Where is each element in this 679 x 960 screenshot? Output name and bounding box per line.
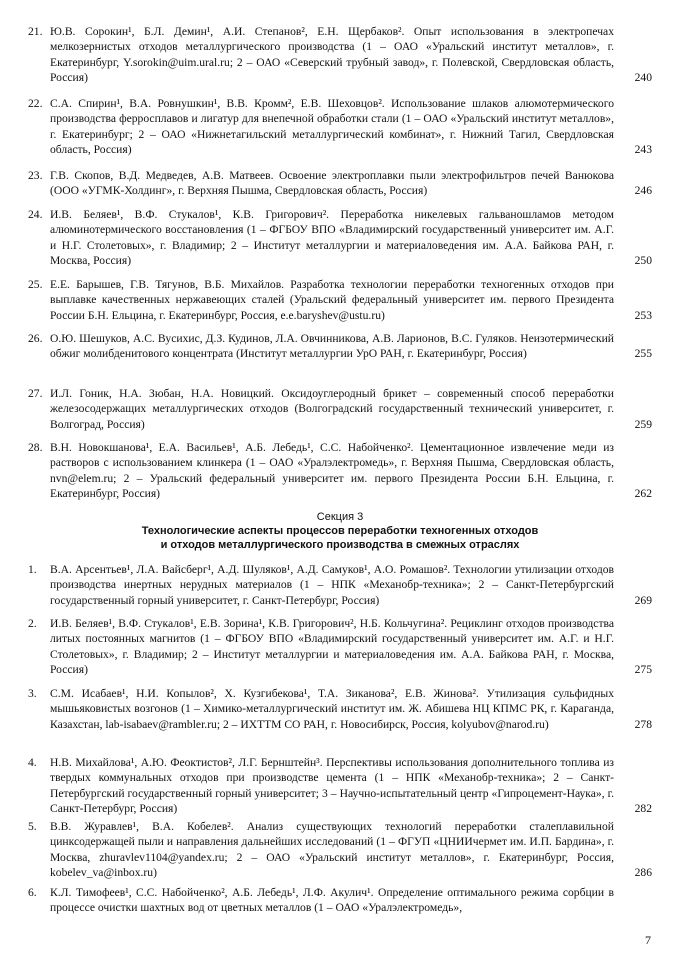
entry-number: 21. xyxy=(28,25,43,38)
entry-page: 269 xyxy=(634,593,652,607)
section-title-line-2: и отходов металлургического производства в смежных отраслях xyxy=(160,539,520,551)
entry-page: 243 xyxy=(634,142,652,156)
entry-number: 24. xyxy=(28,208,43,221)
toc-entry-26[interactable] xyxy=(28,331,652,362)
entry-text: И.Л. Гоник, Н.А. Зюбан, Н.А. Новицкий. Оксидоуглеродный брикет – современный способ переработки железосодержащих металлургических отходов (Волгоградский государственный технический университет, г. Волгоград, Россия) xyxy=(50,387,614,431)
section-label: Секция 3 xyxy=(316,511,364,523)
entry-text: К.Л. Тимофеев¹, С.С. Набойченко², А.Б. Лебедь¹, Л.Ф. Акулич¹. Определение оптимального режима сорбции в процессе очистки шахтных вод от цветных металлов (1 – ОАО «Уралэлектромедь», xyxy=(50,886,614,915)
entry-page: 275 xyxy=(634,662,652,676)
entry-page: 262 xyxy=(634,486,652,500)
toc-entry-21[interactable] xyxy=(28,24,652,85)
entry-text: С.М. Исабаев¹, Н.И. Копылов², Х. Кузгибекова¹, Т.А. Зиканова², Е.В. Жинова². Утилизация сульфидных мышьяковистых возгонов (1 – Химико-металлургический институт им. Ж. Абишева НЦ КПМС РК, г. Караганда, Казахстан, lab-isabaev@rambler.ru; 2 – ИХТТМ СО РАН, г. Новосибирск, Россия, kolyubov@narod.ru) xyxy=(50,687,614,731)
section-heading xyxy=(28,510,652,552)
entry-text: В.Н. Новокшанова¹, Е.А. Васильев¹, А.Б. Лебедь¹, С.С. Набойченко². Цементационное извлечение меди из растворов с использованием клинкера (1 – ОАО «Уралэлектромедь», г. Верхняя Пышма, Свердловская область, nvn@elem.ru; 2 – Уральский федеральный университет им. первого Президента России Б.Н. Ельцина, г. Екатеринбург, Россия) xyxy=(50,441,614,500)
toc-entry-25[interactable] xyxy=(28,277,652,323)
entry-text: В.В. Журавлев¹, В.А. Кобелев². Анализ существующих технологий переработки сталеплавильной цинксодержащей пыли и направления дальнейших исследований (1 – ФГУП «ЦНИИчермет им. И.П. Бардина», г. Москва, zhuravlev1104@yandex.ru; 2 – ОАО «Уральский институт металлов», г. Екатеринбург, Россия, kobelev_va@inbox.ru) xyxy=(50,820,614,879)
entry-page: 259 xyxy=(634,417,652,431)
entry-page: 286 xyxy=(634,865,652,879)
entry-text: Г.В. Скопов, В.Д. Медведев, А.В. Матвеев. Освоение электроплавки пыли электрофильтров печей Ванюкова (ООО «УГМК-Холдинг», г. Верхняя Пышма, Свердловская область, Россия) xyxy=(50,169,614,198)
entry-text: Ю.В. Сорокин¹, Б.Л. Демин¹, А.И. Степанов², Е.Н. Щербаков². Опыт использования в электропечах мелкозернистых отходов металлургического производства (1 – ОАО «Уральский институт металлов», г. Екатеринбург, Y.sorokin@uim.ural.ru; 2 – ОАО «Северский трубный завод», г. Полевской, Свердловская область, Россия) xyxy=(50,25,614,84)
toc-entry-s3-4[interactable] xyxy=(28,755,652,816)
entry-page: 282 xyxy=(634,801,652,815)
entry-text: И.В. Беляев¹, В.Ф. Стукалов¹, К.В. Григорович². Переработка никелевых гальваношламов методом алюминотермического восстановления (1 – ФГБОУ ВПО «Владимирский государственный университет им. А.Г. и Н.Г. Столетовых», г. Владимир; 2 – Институт металлургии и материаловедения им. А.А. Байкова РАН, г. Москва, Россия) xyxy=(50,208,614,267)
toc-entry-23[interactable] xyxy=(28,168,652,199)
entry-number: 5. xyxy=(28,820,37,833)
toc-entry-22[interactable] xyxy=(28,96,652,157)
entry-text: И.В. Беляев¹, В.Ф. Стукалов¹, Е.В. Зорина¹, К.В. Григорович², Н.Б. Кольчугина². Рециклинг отходов производства литых постоянных магнитов (1 – ФГБОУ ВПО «Владимирский государственный университет им. А.Г. и Н.Г. Столетовых», г. Владимир; 2 – Институт металлургии и материаловедения им. А.А. Байкова РАН, г. Москва, Россия) xyxy=(50,617,614,676)
entry-text: Е.Е. Барышев, Г.В. Тягунов, В.Б. Михайлов. Разработка технологии переработки техногенных отходов при выплавке качественных нержавеющих сталей (Уральский федеральный университет им. первого Президента России Б.Н. Ельцина, г. Екатеринбург, Россия, e.e.baryshev@ustu.ru) xyxy=(50,278,614,322)
entry-number: 3. xyxy=(28,687,37,700)
entry-number: 25. xyxy=(28,278,43,291)
entry-number: 4. xyxy=(28,756,37,769)
page-number: 7 xyxy=(645,933,651,947)
entry-number: 6. xyxy=(28,886,37,899)
toc-entry-s3-6[interactable] xyxy=(28,885,652,916)
toc-entry-28[interactable] xyxy=(28,440,652,501)
entry-number: 27. xyxy=(28,387,43,400)
entry-text: В.А. Арсентьев¹, Л.А. Вайсберг¹, А.Д. Шуляков¹, А.Д. Самуков¹, А.О. Ромашов². Технологии утилизации отходов производства инертных нерудных материалов (1 – НПК «Механобр-техника»; 2 – Санкт-Петербургский государственный горный университет, г. Санкт-Петербург, Россия) xyxy=(50,563,614,607)
entry-number: 1. xyxy=(28,563,37,576)
entry-number: 23. xyxy=(28,169,43,182)
toc-entry-27[interactable] xyxy=(28,386,652,432)
entry-text: Н.В. Михайлова¹, А.Ю. Феоктистов², Л.Г. Бернштейн³. Перспективы использования дополнительного топлива из твердых коммунальных отходов при производстве цемента (1 – НПК «Механобр-техника»; 2 – Санкт-Петербургский государственный горный университет; 3 – Научно-испытательный центр «Гипроцемент-Наука», г. Санкт-Петербург, Россия) xyxy=(50,756,614,815)
toc-entry-s3-1[interactable] xyxy=(28,562,652,608)
entry-page: 255 xyxy=(634,347,652,361)
toc-entry-s3-3[interactable] xyxy=(28,686,652,732)
entry-page: 250 xyxy=(634,253,652,267)
entry-number: 28. xyxy=(28,441,43,454)
toc-entry-s3-2[interactable] xyxy=(28,616,652,677)
toc-entry-24[interactable] xyxy=(28,207,652,268)
entry-page: 240 xyxy=(634,70,652,84)
section-title-line-1: Технологические аспекты процессов переработки техногенных отходов xyxy=(141,525,539,537)
entry-page: 246 xyxy=(634,184,652,198)
entry-number: 22. xyxy=(28,97,43,110)
toc-entry-s3-5[interactable] xyxy=(28,819,652,880)
entry-number: 26. xyxy=(28,332,43,345)
entry-number: 2. xyxy=(28,617,37,630)
entry-text: С.А. Спирин¹, В.А. Ровнушкин¹, В.В. Кромм², Е.В. Шеховцов². Использование шлаков алюмотермического производства ферросплавов и лигатур для внепечной обработки стали (1 – ОАО «Уральский институт металлов», г. Екатеринбург; 2 – ОАО «Нижнетагильский металлургический комбинат», г. Нижний Тагил, Свердловская область, Россия) xyxy=(50,97,614,156)
entry-text: О.Ю. Шешуков, А.С. Вусихис, Д.З. Кудинов, Л.А. Овчинникова, А.В. Ларионов, В.С. Гуляков. Неизотермический обжиг молибденитового концентрата (Институт металлургии УрО РАН, г. Екатеринбург, Россия) xyxy=(50,332,614,361)
entry-page: 253 xyxy=(634,308,652,322)
entry-page: 278 xyxy=(634,717,652,731)
